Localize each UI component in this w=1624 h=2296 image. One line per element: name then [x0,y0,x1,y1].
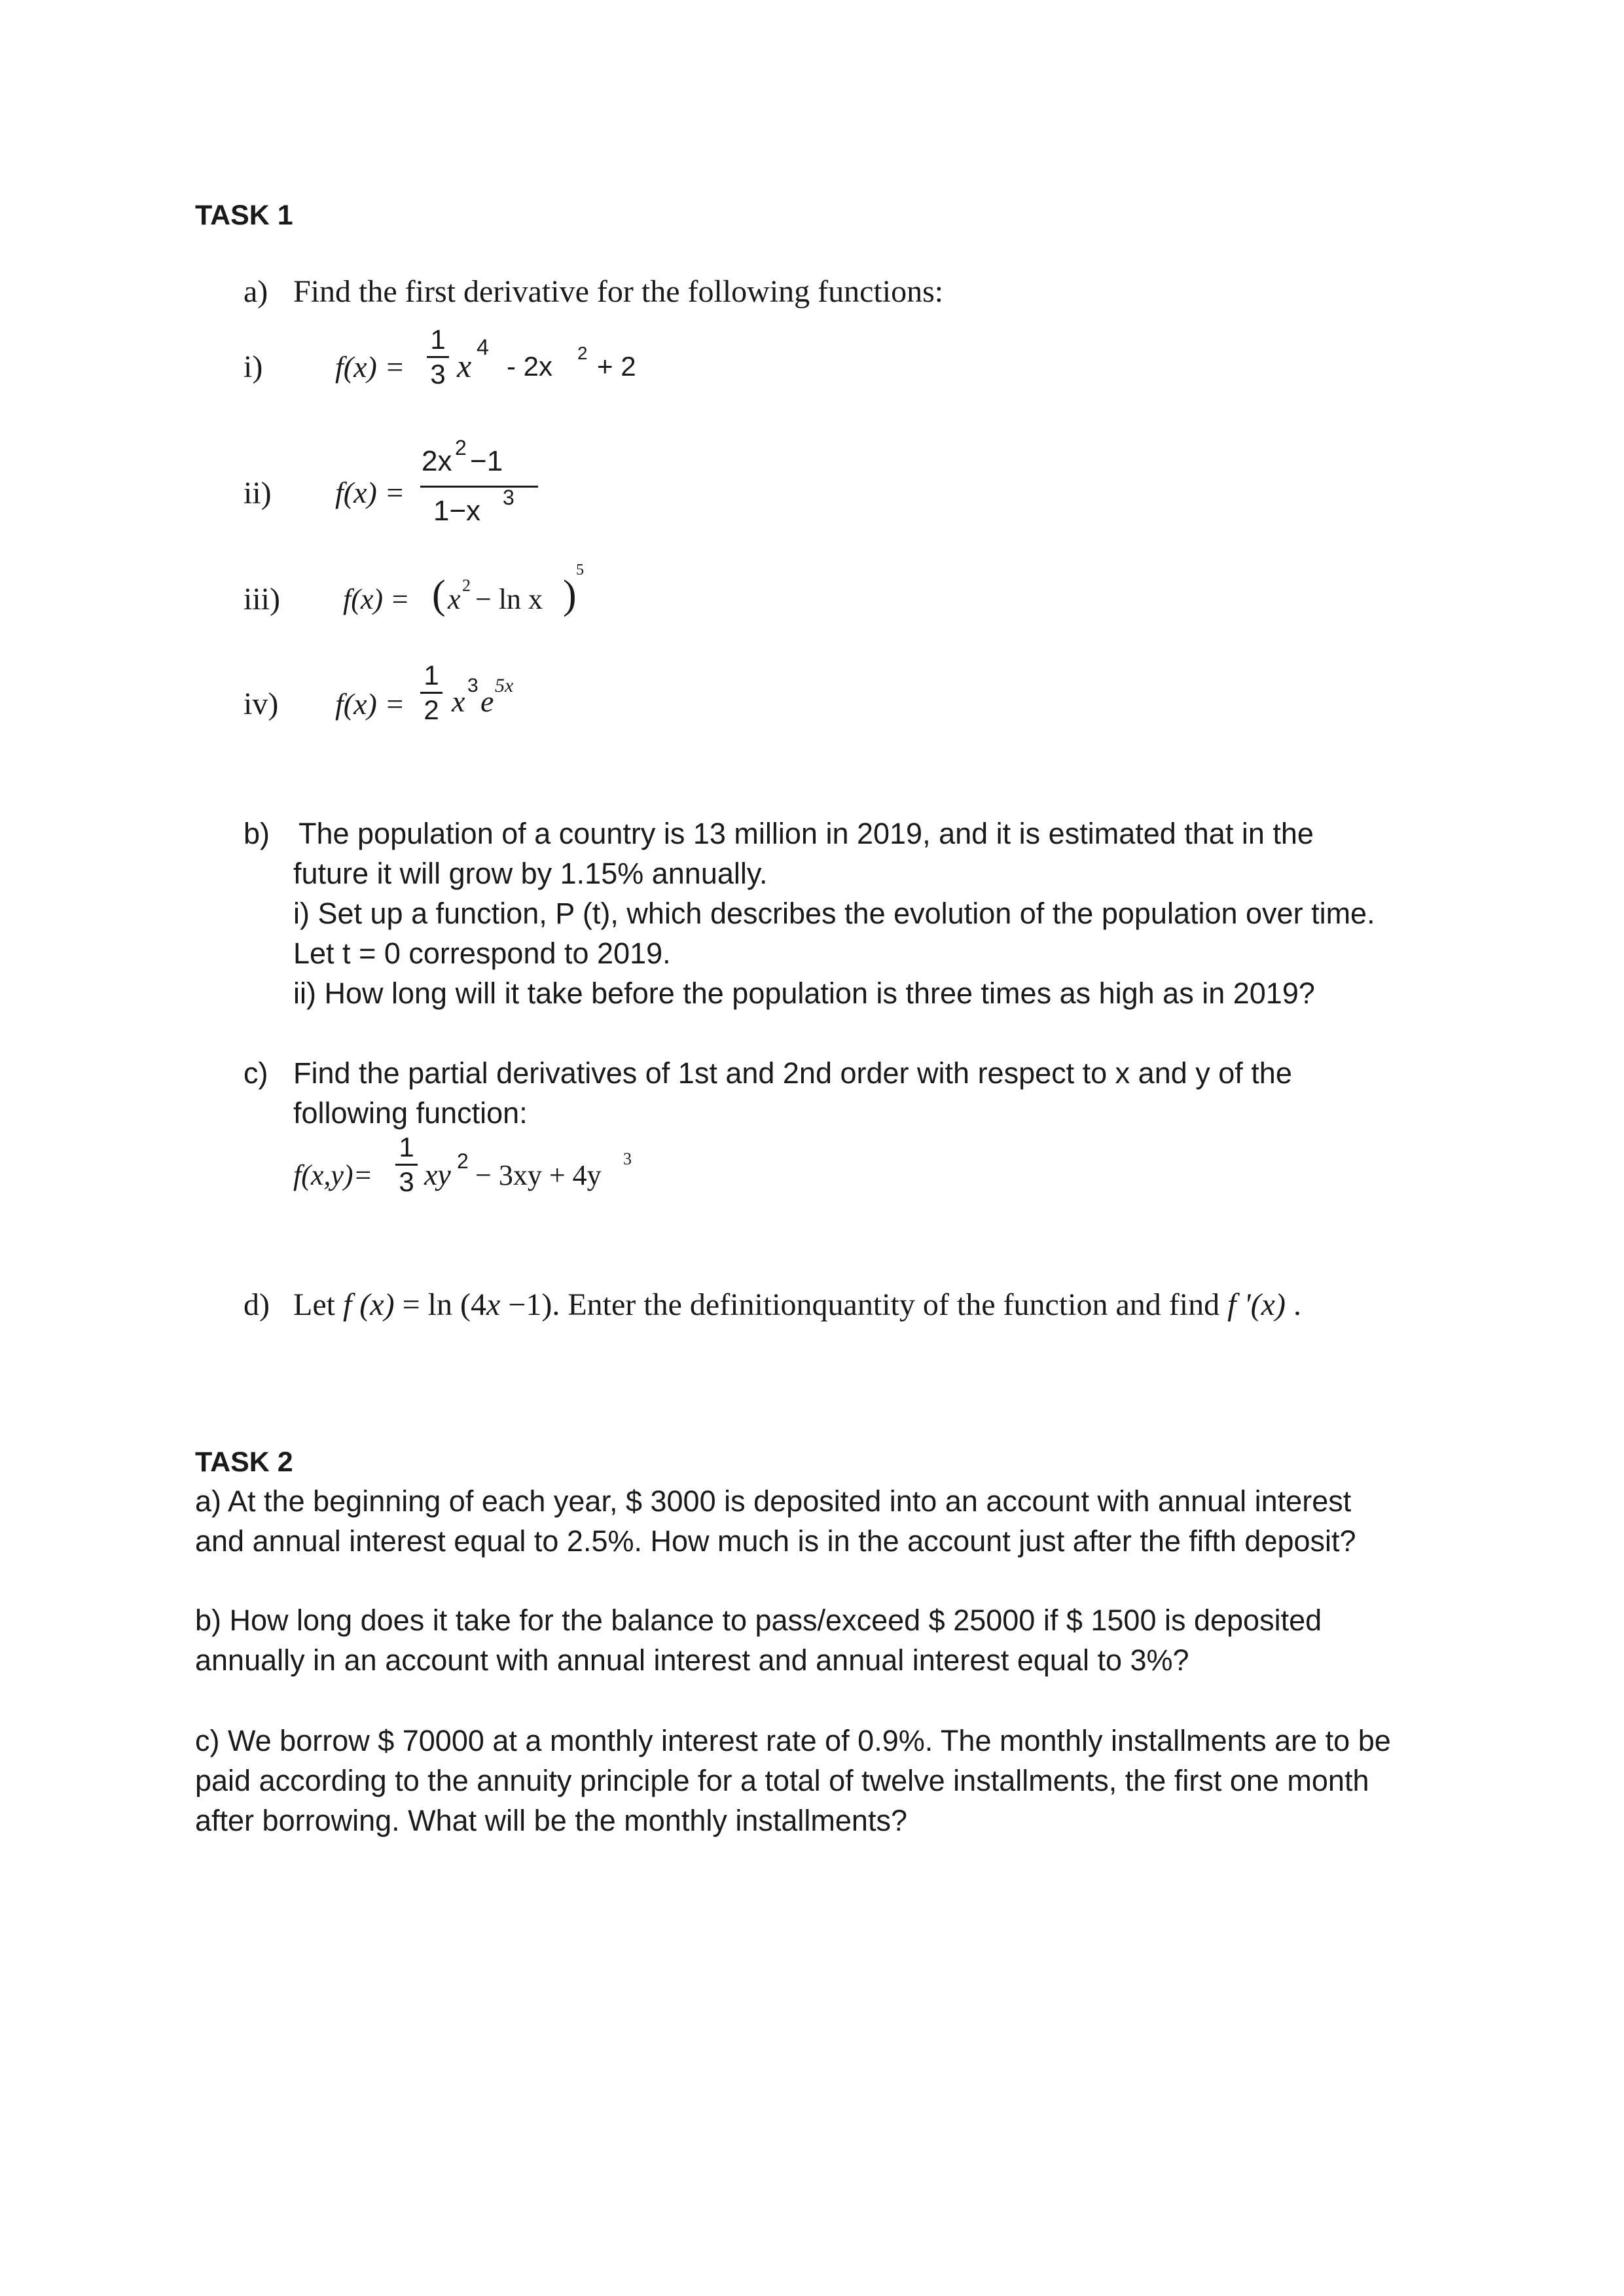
task2-heading: TASK 2 [195,1446,293,1478]
item-iv-e: e [480,685,494,718]
item-iii-inner-a: x [448,583,461,615]
item-ii-formula [335,436,662,543]
item-iii-formula [343,562,670,640]
task1c-fraction [395,1134,418,1196]
item-iii-inner-exp: 2 [462,576,471,595]
item-i-frac-den: 3 [430,359,446,389]
task2a-line-2: and annual interest equal to 2.5%. How much is in the account just after the fifth deposit? [195,1524,1356,1558]
item-ii-den-exp: 3 [503,486,514,509]
task2c-line-1: c) We borrow $ 70000 at a monthly interest rate of 0.9%. The monthly installments are to be [195,1724,1391,1757]
item-ii-num-a: 2x [422,445,452,477]
task1d-fx: f (x) [342,1287,395,1322]
item-i-rest-exp: 2 [577,343,588,363]
task1d-x: x [486,1287,501,1322]
item-i-exp: 4 [477,335,489,360]
item-iv-frac-num: 1 [424,660,439,691]
task2c-line-2: paid according to the annuity principle for a total of twelve installments, the first one month [195,1764,1369,1797]
item-ii-frac-bar [420,486,538,488]
item-iv-frac-den: 2 [424,694,439,725]
task1b-line-5: ii) How long will it take before the population is three times as high as in 2019? [293,977,1315,1010]
item-iii-close: ) [563,573,577,617]
task1b-line-4: Let t = 0 correspond to 2019. [293,937,671,970]
item-i-fraction [427,326,449,388]
item-i-formula [335,321,728,399]
task1c-lhs: f(x,y)= [293,1159,373,1191]
item-ii-den-a: 1−x [433,495,481,527]
item-i-lhs: f(x) = [335,350,405,384]
item-iii-lhs: f(x) = [343,583,410,615]
item-iv-var: x [452,685,465,718]
task1d-text [293,1287,1301,1323]
task1c-formula [293,1130,751,1215]
item-ii-label: ii) [244,476,272,511]
task1c-frac-bar [395,1164,418,1166]
item-iv-e-exp: 5x [495,675,514,696]
item-iii-open: ( [432,573,446,617]
task1d-text-c: −1). Enter the definitionquantity of the function and find [500,1287,1228,1322]
task1c-term2: − 3xy + 4y [475,1159,602,1191]
task1c-term1-exp: 2 [457,1149,469,1173]
item-ii-num-exp: 2 [455,436,467,459]
item-iii-label: iii) [244,582,280,617]
task2c-line-3: after borrowing. What will be the monthly installments? [195,1804,907,1837]
task1c-line-2: following function: [293,1096,528,1130]
task1c-frac-num: 1 [399,1132,414,1162]
item-iii-outer-exp: 5 [576,562,584,579]
item-i-frac-bar [427,356,449,358]
item-iv-formula [335,658,662,743]
task1d-label: d) [244,1287,270,1322]
item-iv-exp: 3 [467,675,478,696]
item-ii-num-b: −1 [470,445,503,477]
task1b-line-2: future it will grow by 1.15% annually. [293,857,768,890]
task1c-label: c) [244,1056,268,1090]
item-i-label: i) [244,350,263,384]
item-iv-label: iv) [244,687,279,721]
task1b-line-3: i) Set up a function, P (t), which describes the evolution of the population over time. [293,897,1375,930]
task2b-line-1: b) How long does it take for the balance to pass/exceed $ 25000 if $ 1500 is deposited [195,1604,1322,1637]
task1c-term2-exp: 3 [623,1149,632,1168]
item-i-tail: + 2 [597,351,636,382]
item-i-rest: - 2x [507,351,553,382]
item-i-frac-num: 1 [430,324,446,355]
task1c-line-1: Find the partial derivatives of 1st and 2nd order with respect to x and y of the [293,1056,1292,1090]
item-iv-fraction [420,662,442,724]
task1-heading: TASK 1 [195,200,293,231]
item-ii-lhs: f(x) = [335,476,405,509]
task1c-term1: xy [424,1158,451,1191]
task1d-text-a: Let [293,1287,343,1322]
task1c-frac-den: 3 [399,1166,414,1197]
task1d-text-d: . [1285,1287,1301,1322]
item-iv-frac-bar [420,692,442,694]
task2b-line-2: annually in an account with annual interest and annual interest equal to 3%? [195,1643,1189,1677]
task1d-fpx: f '(x) [1227,1287,1286,1322]
task1b-label: b) [244,817,270,850]
task1b-line-1: The population of a country is 13 million in 2019, and it is estimated that in the [298,817,1314,850]
item-iii-inner-b: − ln x [475,583,543,615]
task1a-prompt: Find the first derivative for the following functions: [293,274,944,309]
item-iv-lhs: f(x) = [335,687,405,721]
task2a-line-1: a) At the beginning of each year, $ 3000 is deposited into an account with annual interest [195,1484,1352,1518]
task1a-label: a) [244,274,268,309]
item-i-var: x [457,348,472,384]
task1d-text-b: = ln (4 [394,1287,486,1322]
